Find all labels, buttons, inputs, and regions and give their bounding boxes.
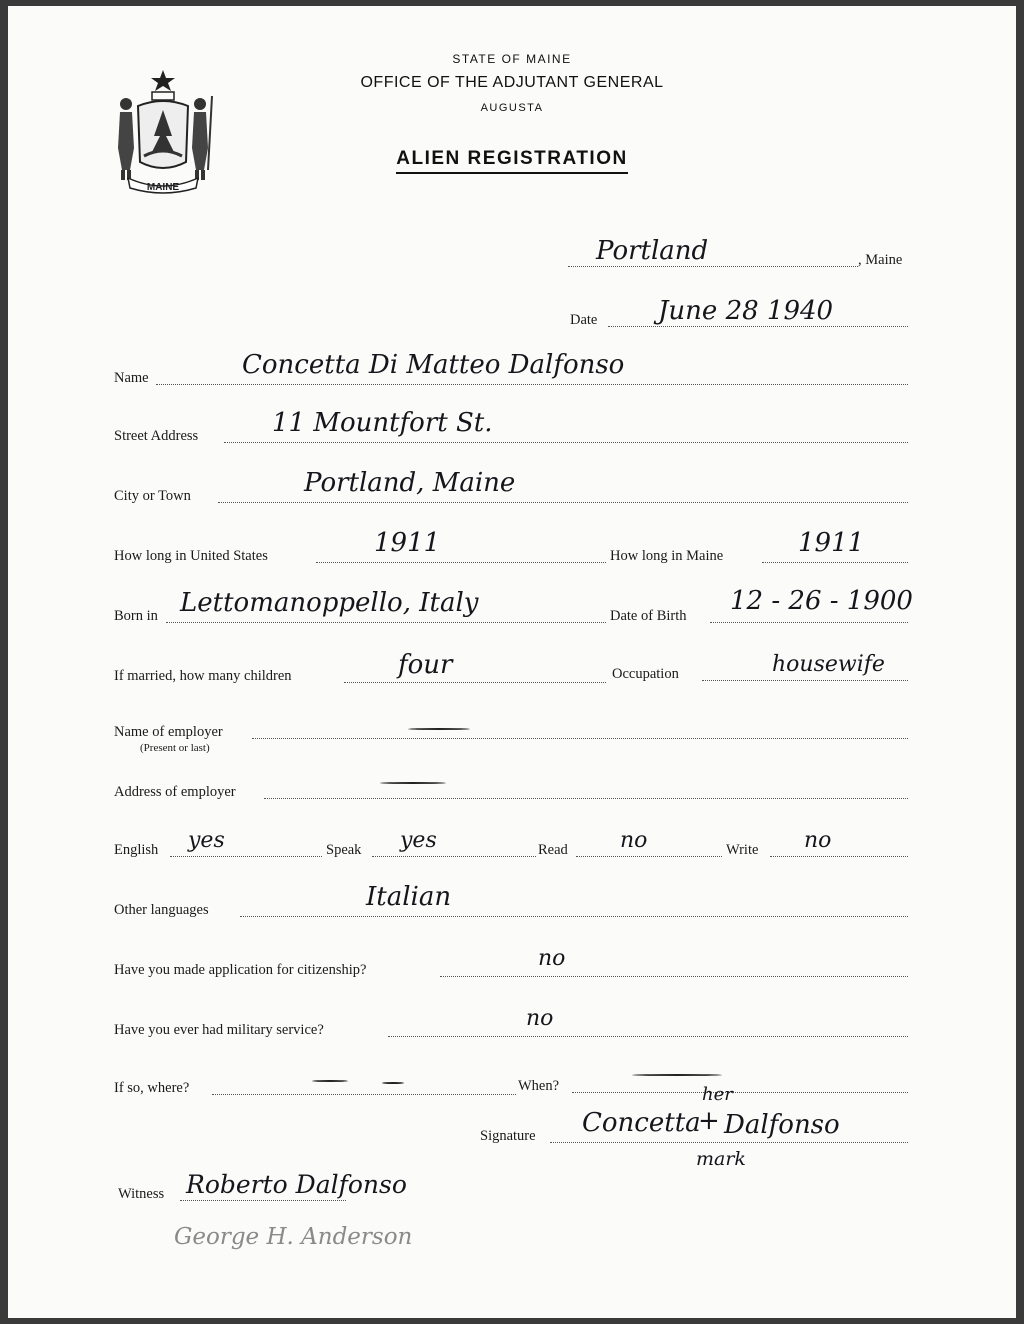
children-line [344, 682, 606, 683]
other-languages-line [240, 916, 908, 917]
how-long-us-line [316, 562, 606, 563]
city-label: City or Town [114, 488, 191, 504]
city-value: Portland, Maine [304, 468, 516, 498]
name-of-employer-line [252, 738, 908, 739]
signature-mark-word: mark [696, 1148, 746, 1170]
signature-mark-cross: + [698, 1106, 720, 1136]
place-value: Portland [596, 236, 709, 266]
when-line [572, 1092, 908, 1093]
speak-value: yes [400, 828, 437, 853]
when-label: When? [518, 1078, 560, 1094]
name-line [156, 384, 908, 385]
read-label: Read [538, 842, 568, 858]
how-long-maine-label: How long in Maine [610, 548, 724, 564]
born-in-label: Born in [114, 608, 158, 624]
english-label: English [114, 842, 159, 858]
occupation-line [702, 680, 908, 681]
occupation-label: Occupation [612, 666, 679, 682]
address-of-employer-label: Address of employer [114, 784, 236, 800]
date-of-birth-label: Date of Birth [610, 608, 687, 624]
english-line [170, 856, 322, 857]
how-long-us-value: 1911 [374, 528, 441, 558]
name-of-employer-label: Name of employer [114, 724, 223, 740]
header-office: OFFICE OF THE ADJUTANT GENERAL [360, 74, 664, 91]
write-line [770, 856, 908, 857]
if-so-where-label: If so, where? [114, 1080, 190, 1096]
children-label: If married, how many children [114, 668, 292, 684]
read-value: no [620, 828, 648, 853]
header-state: STATE OF MAINE [452, 52, 572, 66]
seal-banner-text: MAINE [146, 182, 180, 193]
signature-name: Concetta [582, 1108, 701, 1138]
military-value: no [526, 1006, 554, 1031]
if-so-where-dash-1 [312, 1080, 348, 1082]
when-dash [632, 1074, 722, 1076]
speak-label: Speak [326, 842, 362, 858]
born-in-value: Lettomanoppello, Italy [180, 588, 479, 618]
form-title [8, 148, 1016, 170]
signature-her: her [702, 1084, 733, 1105]
witness-label: Witness [118, 1186, 165, 1202]
how-long-maine-line [762, 562, 908, 563]
english-value: yes [188, 828, 225, 853]
name-of-employer-dash [408, 728, 470, 730]
citizenship-label: Have you made application for citizenship? [114, 962, 367, 978]
header-city: AUGUSTA [480, 102, 544, 114]
other-languages-value: Italian [366, 882, 452, 912]
present-or-last-note: (Present or last) [140, 742, 210, 754]
children-value: four [398, 650, 453, 680]
write-value: no [804, 828, 832, 853]
witness-line [180, 1200, 346, 1201]
write-label: Write [726, 842, 759, 858]
address-of-employer-dash [380, 782, 446, 784]
street-address-line [224, 442, 908, 443]
witness-2-signature: George H. Anderson [174, 1224, 413, 1250]
name-label: Name [114, 370, 149, 386]
maine-label: , Maine [858, 252, 903, 268]
military-line [388, 1036, 908, 1037]
signature-surname: Dalfonso [724, 1110, 840, 1140]
born-in-line [166, 622, 606, 623]
speak-line [372, 856, 536, 857]
date-label: Date [570, 312, 598, 328]
name-value: Concetta Di Matteo Dalfonso [242, 350, 625, 380]
form-title-text: ALIEN REGISTRATION [396, 148, 627, 174]
signature-line [550, 1142, 908, 1143]
how-long-maine-value: 1911 [798, 528, 865, 558]
if-so-where-dash-2 [382, 1082, 404, 1084]
street-address-value: 11 Mountfort St. [272, 408, 493, 438]
date-of-birth-value: 12 - 26 - 1900 [730, 586, 913, 616]
city-line [218, 502, 908, 503]
citizenship-line [440, 976, 908, 977]
date-of-birth-line [710, 622, 908, 623]
occupation-value: housewife [772, 652, 885, 677]
place-line [568, 266, 858, 267]
date-value: June 28 1940 [658, 296, 834, 326]
other-languages-label: Other languages [114, 902, 209, 918]
military-label: Have you ever had military service? [114, 1022, 324, 1038]
citizenship-value: no [538, 946, 566, 971]
how-long-us-label: How long in United States [114, 548, 268, 564]
address-of-employer-line [264, 798, 908, 799]
if-so-where-line [212, 1094, 516, 1095]
witness-1-signature: Roberto Dalfonso [186, 1170, 407, 1199]
signature-label: Signature [480, 1128, 536, 1144]
registration-form [8, 6, 1016, 1318]
read-line [576, 856, 722, 857]
date-line [608, 326, 908, 327]
street-address-label: Street Address [114, 428, 199, 444]
